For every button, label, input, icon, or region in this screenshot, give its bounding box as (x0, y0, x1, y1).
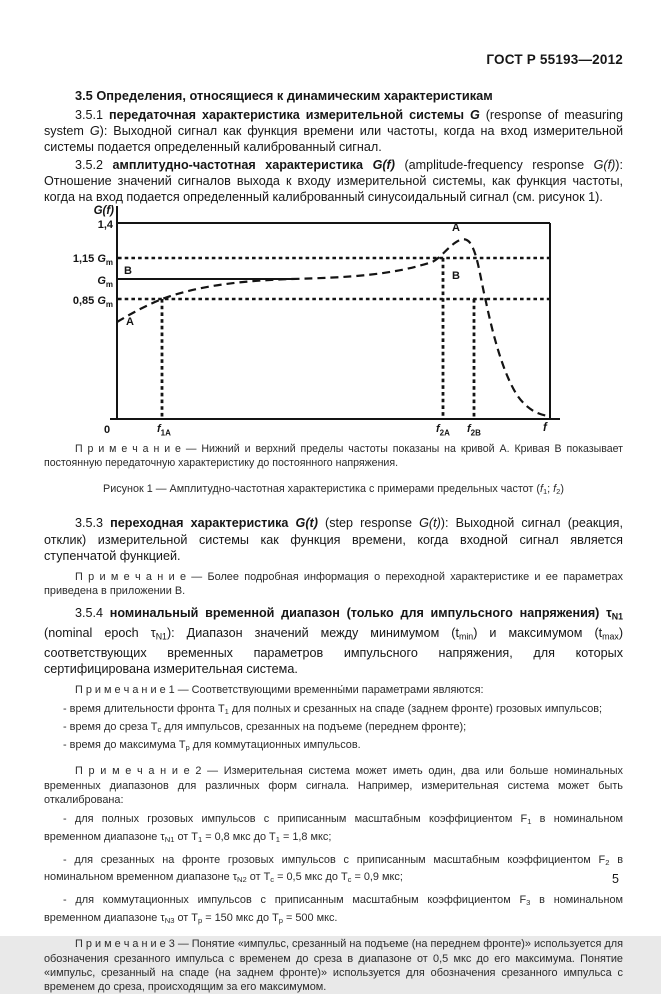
x-tick-f1a: $f_{1A}$ (157, 423, 171, 438)
x-tick-f2a: $f_{2A}$ (436, 423, 450, 438)
note-2-item-switching: - для коммутационных импульсов с приписанным масштабным коэффициентом F3 в номинальном временном диапазоне τN3 от Тр = 150 мкс до Тр = 500 мкс. (44, 893, 623, 925)
note-1-item-chopping-time: - время до среза Тс для импульсов, срезанных на подъеме (переднем фронте); (63, 721, 467, 735)
figure-1-chart (40, 198, 623, 436)
amplitude-frequency-response-plot (40, 198, 625, 444)
page-number: 5 (612, 872, 619, 886)
section-heading-3-5: 3.5 Определения, относящиеся к динамическим характеристикам (75, 88, 493, 103)
note-3-5-3: П р и м е ч а н и е — Более подробная информация о переходной характеристике и ее параметрах приведена в приложении В. (44, 570, 623, 598)
curve-b-label-right: B (452, 270, 460, 283)
figure-1-note: П р и м е ч а н и е — Нижний и верхний пределы частоты показаны на кривой А. Кривая В показывает постоянную передаточную характеристику до постоянного напряжения. (44, 443, 623, 470)
note-2-intro: П р и м е ч а н и е 2 — Измерительная система может иметь один, два или больше номинальных временных диапазонов для различных форм сигнала. Например, измерительная система может быть откалибрована: (44, 765, 623, 806)
note-1-item-time-to-peak: - время до максимума Тр для коммутационных импульсов. (63, 738, 361, 752)
paragraph-3-5-1: 3.5.1 передаточная характеристика измерительной системы G (response of measuring system G): Выходной сигнал как функция времени или частоты, когда на вход измерительной системы подается определенный калиброванный сигнал. (44, 108, 623, 155)
y-tick-1-15-gm: 1,15 $G_m$ (72, 253, 113, 268)
figure-1-caption: Рисунок 1 — Амплитудно-частотная характеристика с примерами предельных частот (f1; f2) (103, 483, 564, 497)
note-1-intro: П р и м е ч а н и е 1 — Соответствующими временны́ми параметрами являются: (75, 684, 484, 697)
paragraph-3-5-4: 3.5.4 номинальный временной диапазон (только для импульсного напряжения) τN1 (nominal epoch τN1): Диапазон значений между минимумом (tmin) и максимумом (tmax) соответствующих временных параметров импульсного напряжения, для которых сертифицирована измерительная система. (44, 606, 624, 676)
x-tick-f-end: f (543, 422, 547, 435)
paragraph-3-5-2: 3.5.2 амплитудно-частотная характеристика G(f) (amplitude-frequency response G(f)): Отношение значений сигналов выхода к входу измерительной системы, как функция частоты, когда на вход подается определенный калиброванный синусоидальный сигнал (см. рисунок 1). (44, 157, 623, 205)
y-tick-1-4: 1,4 (97, 219, 113, 232)
y-tick-0-85-gm: 0,85 $G_m$ (72, 295, 113, 310)
note-2-item-front-chopped: - для срезанных на фронте грозовых импульсов с приписанным масштабным коэффициентом F2 в номинальном временном диапазоне τN2 от Тс = 0,5 мкс до Тс = 0,9 мкс; (44, 853, 623, 885)
y-axis-title: G(f) (93, 205, 114, 218)
curve-b-label-left: B (124, 265, 132, 278)
x-tick-zero: 0 (103, 424, 111, 437)
paragraph-3-5-3: 3.5.3 переходная характеристика G(t) (step response G(t)): Выходной сигнал (реакция, отклик) измерительной системы как функция времени, когда входной сигнал является ступенчатой функцией. (44, 516, 623, 563)
y-tick-gm: $G_m$ (97, 275, 113, 290)
note-3: П р и м е ч а н и е 3 — Понятие «импульс, срезанный на подъеме (на переднем фронте)» используется для обозначения срезанного импульса с временем до среза в диапазоне от 0,5 мкс до его максимума. Понятие «импульс, срезанный на спаде (на заднем фронте)» используется для обозначения срезанного импульса с временем до среза, происходящим за его максимумом. (44, 938, 623, 993)
note-1-item-front-time: - время длительности фронта Т1 для полных и срезанных на спаде (заднем фронте) грозовых импульсов; (63, 703, 603, 717)
curve-a-label-peak: A (452, 222, 460, 235)
curve-a-label-left: A (126, 316, 134, 329)
note-2-item-full-lightning: - для полных грозовых импульсов с приписанным масштабным коэффициентом F1 в номинальном временном диапазоне τN1 от Т1 = 0,8 мкс до Т1 = 1,8 мкс; (44, 813, 623, 844)
curve-a-dashed-path (117, 239, 549, 416)
standard-number-header: ГОСТ Р 55193—2012 (486, 52, 623, 67)
x-tick-f2b: $f_{2B}$ (467, 423, 481, 438)
